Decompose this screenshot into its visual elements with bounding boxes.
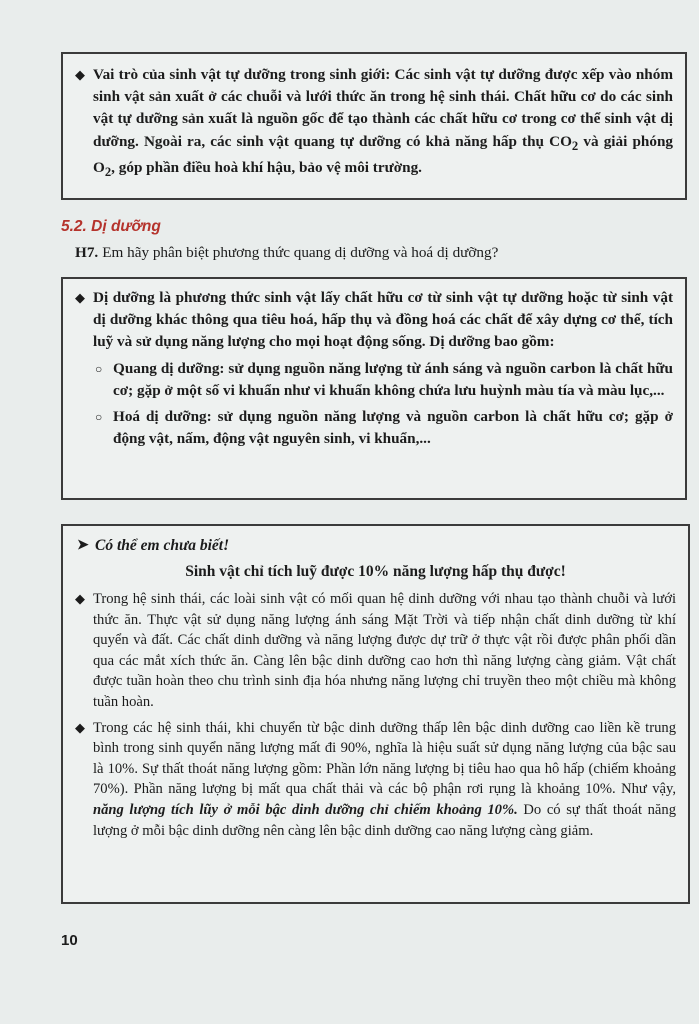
diamond-bullet-icon: ◆ — [75, 290, 85, 305]
circle-bullet-icon: ○ — [95, 410, 103, 425]
photoheterotroph-item: ○ Quang dị dưỡng: sử dụng nguồn năng lượng từ ánh sáng và nguồn carbon là chất hữu cơ; gặp ở một số vi khuẩn như vi khuẩn không chứa lưu huỳnh màu tía và màu lục,... — [95, 359, 673, 399]
page-number: 10 — [61, 932, 78, 949]
diamond-bullet-icon: ◆ — [75, 67, 85, 82]
question-text: Em hãy phân biệt phương thức quang dị dưỡng và hoá dị dưỡng? — [102, 244, 499, 261]
circle-bullet-icon: ○ — [95, 361, 103, 376]
autotroph-role-paragraph: ◆ Vai trò của sinh vật tự dưỡng trong sinh giới: Các sinh vật tự dưỡng được xếp vào nhóm sinh vật sản xuất ở các chuỗi và lưới thức ăn trong hệ sinh thái. Chất hữu cơ do các sinh vật tự dưỡng sản xuất là nguồn gốc để tạo thành các chất hữu cơ trong cơ thể sinh vật dị dưỡng. Ngoài ra, các sinh vật quang tự dưỡng có khả năng hấp thụ $CO_2$ và giải phóng $O_2$, góp phần điều hoà khí hậu, bảo vệ môi trường. — [75, 66, 673, 179]
energy-paragraph-1: ◆ Trong hệ sinh thái, các loài sinh vật có mối quan hệ dinh dưỡng với nhau tạo thành chuỗi và lưới thức ăn. Thực vật sử dụng năng lượng ánh sáng Mặt Trời và tiếp nhận chất dinh dưỡng từ khí quyển và đất. Các chất dinh dưỡng và năng lượng được dự trữ ở thực vật rồi được phân phối dần qua các mắt xích thức ăn. Càng lên bậc dinh dưỡng cao hơn thì năng lượng càng giảm. Vật chất được tuần hoàn theo chu trình sinh địa hóa nhưng năng lượng chỉ truyền theo một chiều mà không tuần hoàn. — [75, 591, 676, 710]
heterotroph-box — [61, 277, 687, 500]
did-you-know-box — [61, 524, 690, 904]
section-title: 5.2. Dị dưỡng — [61, 218, 161, 235]
question-h7 — [75, 243, 685, 263]
autotroph-role-box — [61, 52, 687, 200]
energy-paragraph-2: ◆ Trong các hệ sinh thái, khi chuyển từ bậc dinh dưỡng thấp lên bậc dinh dưỡng cao liền kề trung bình trong sinh quyển năng lượng mất đi 90%, nghĩa là hiệu suất sử dụng năng lượng của bậc sau là 10%. Sự thất thoát năng lượng gồm: Phần lớn năng lượng bị tiêu hao qua hô hấp (chiếm khoảng 70%). Phần năng lượng bị mất qua chất thải và các bộ phận rơi rụng là khoảng 10%. Như vậy, năng lượng tích lũy ở mỗi bậc dinh dưỡng chỉ chiếm khoảng 10%. Do có sự thất thoát năng lượng ở mỗi bậc dinh dưỡng nên càng lên bậc dinh dưỡng cao năng lượng càng giảm. — [75, 719, 677, 839]
did-you-know-title: Sinh vật chỉ tích luỹ được 10% năng lượng hấp thụ được! — [185, 563, 566, 580]
diamond-bullet-icon: ◆ — [75, 591, 85, 606]
did-you-know-heading: ➤ Có thể em chưa biết! — [75, 535, 676, 557]
diamond-bullet-icon: ◆ — [75, 719, 85, 735]
question-label: H7. — [75, 244, 99, 261]
arrow-right-icon: ➤ — [77, 538, 89, 553]
heterotroph-intro: ◆ Dị dưỡng là phương thức sinh vật lấy chất hữu cơ từ sinh vật tự dưỡng hoặc từ sinh vật dị dưỡng khác thông qua tiêu hoá, hấp thụ và đồng hoá các chất để xây dựng cơ thể, tích luỹ và sử dụng năng lượng cho mọi hoạt động sống. Dị dưỡng bao gồm: — [75, 289, 673, 351]
chemoheterotroph-item: ○ Hoá dị dưỡng: sử dụng nguồn năng lượng và nguồn carbon là chất hữu cơ; gặp ở động vật, nấm, động vật nguyên sinh, vi khuẩn,... — [95, 408, 673, 448]
emphasis-text: năng lượng tích lũy ở mỗi bậc dinh dưỡng chỉ chiếm khoảng 10%. — [93, 801, 518, 818]
